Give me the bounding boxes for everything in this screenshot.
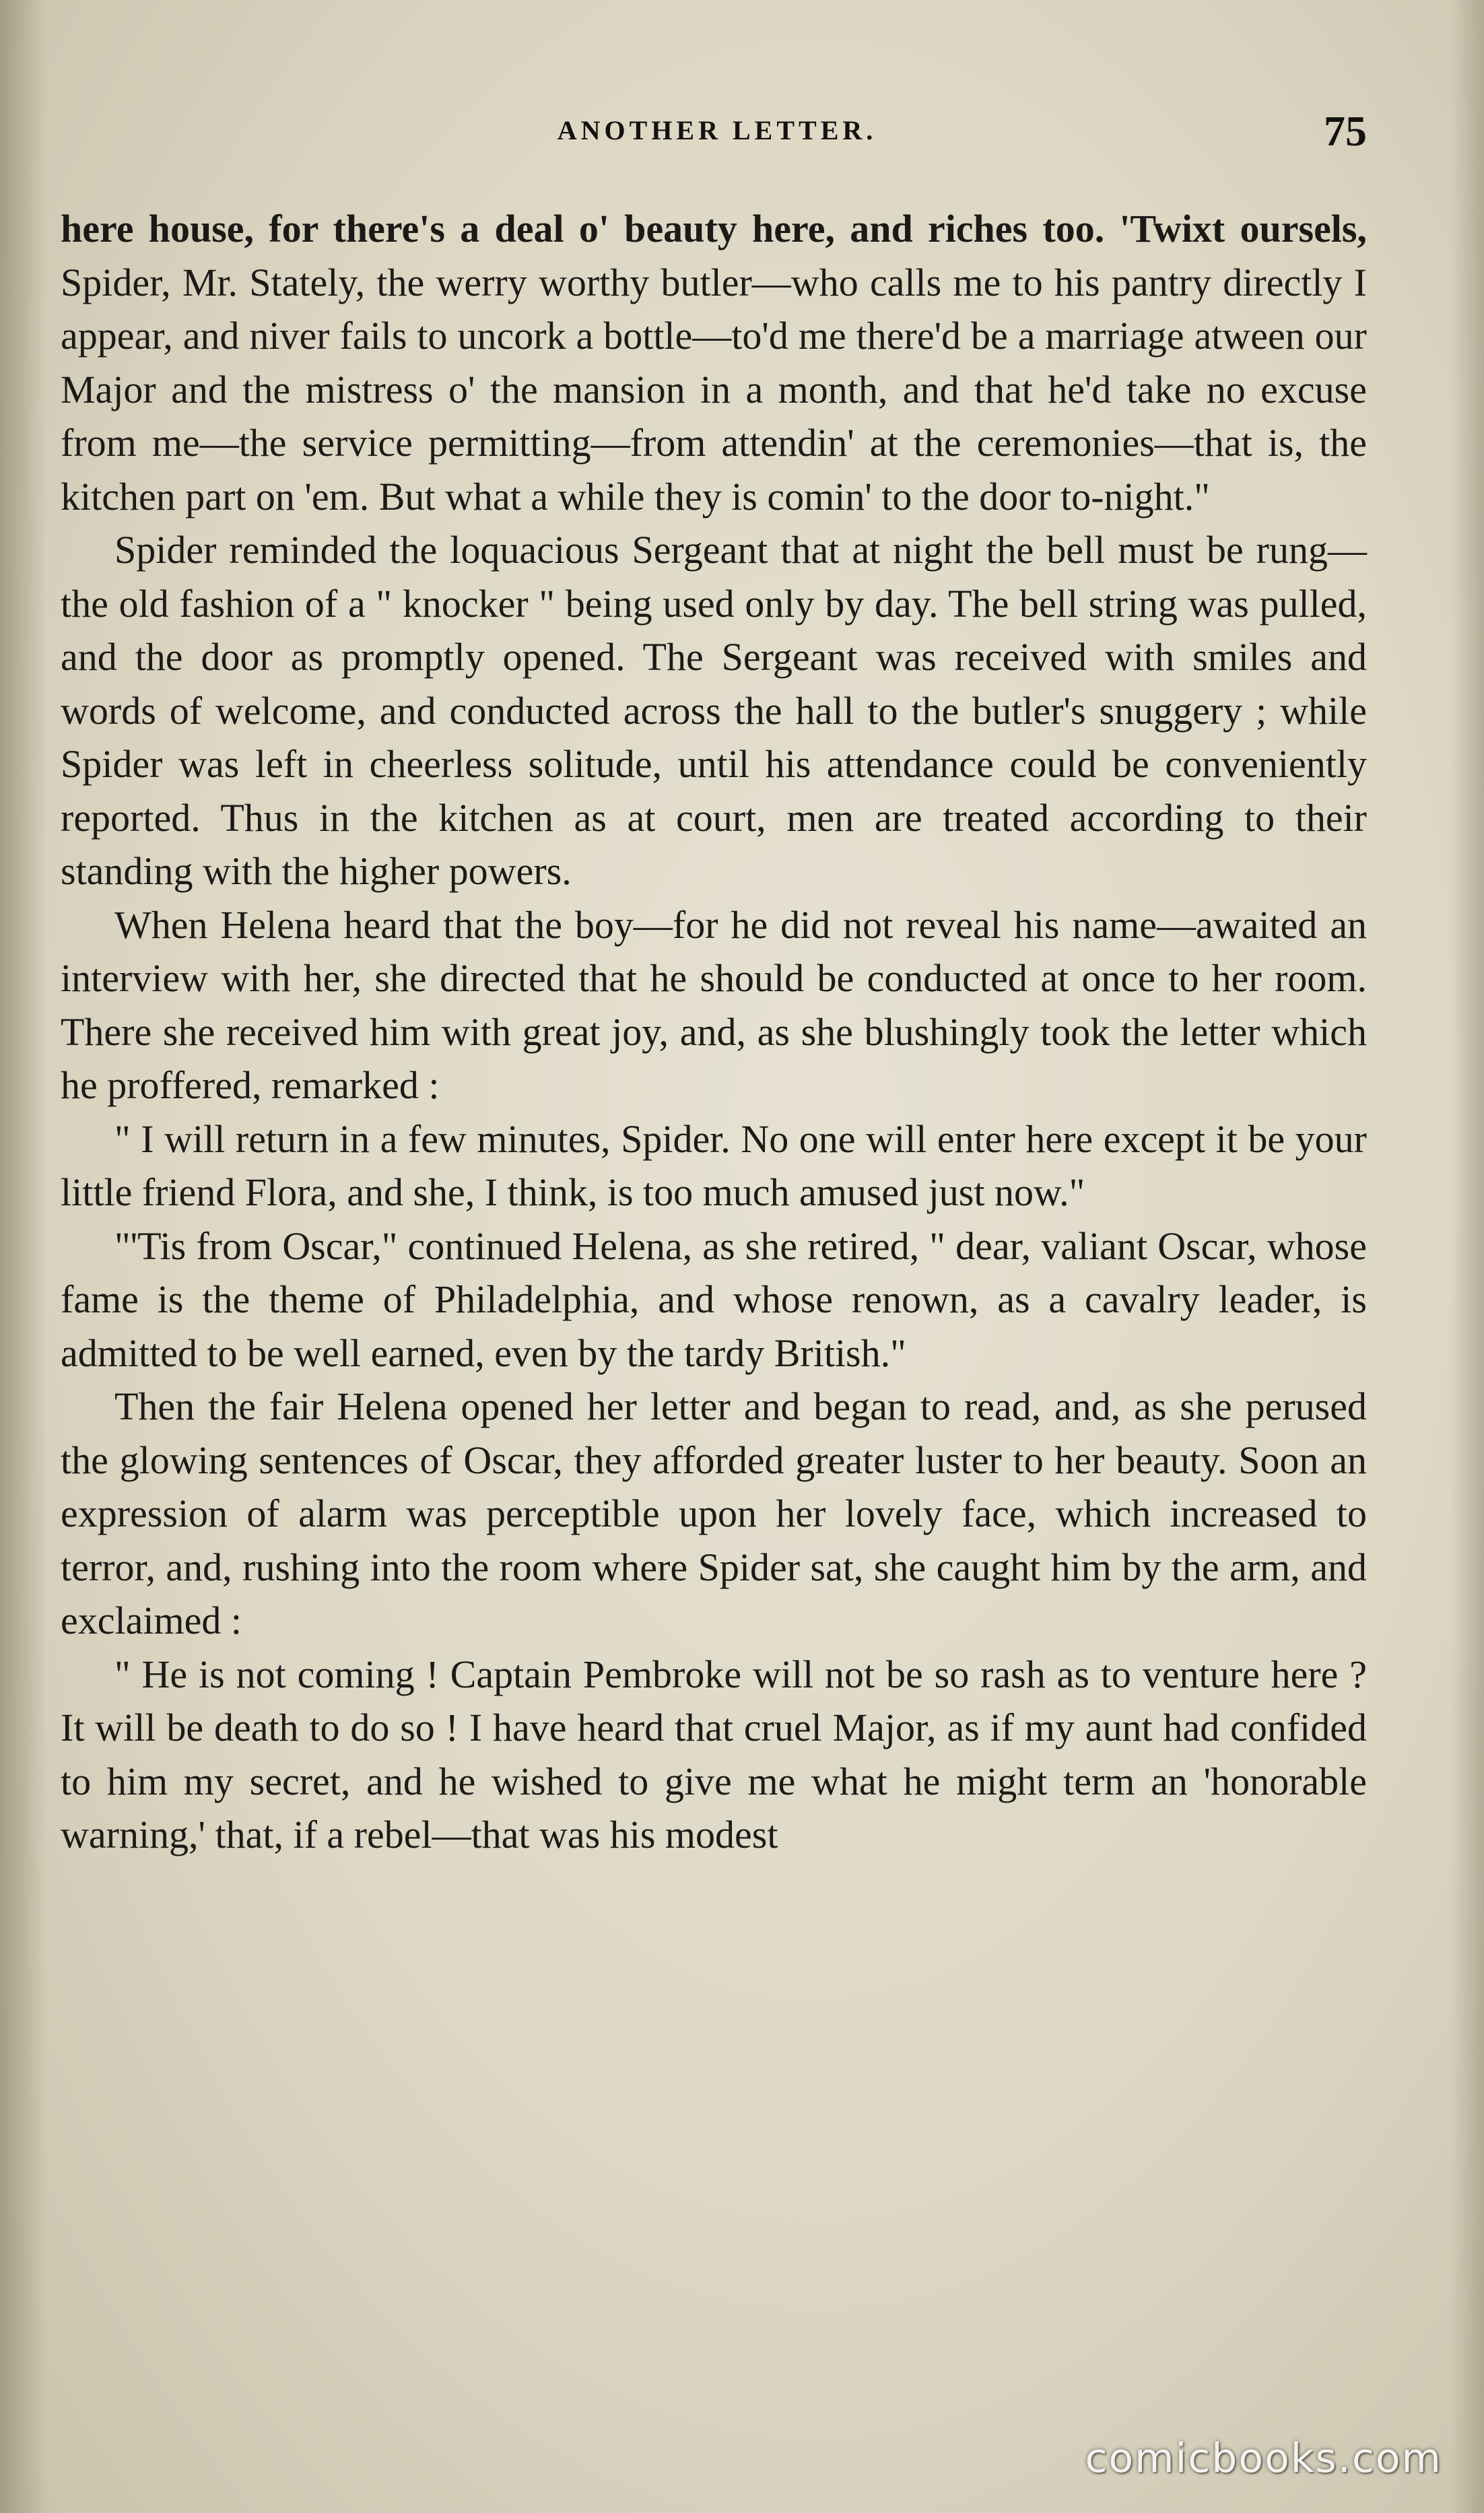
paragraph-2: Spider reminded the loquacious Sergeant that at night the bell must be rung—the old fashion of a " knocker " being used only by day. The bell string was pulled, and the door as promptly opened. The Sergeant was received with smiles and words of welcome, and conducted across the hall to the butler's snuggery ; while Spider was left in cheerless solitude, until his attendance could be conveniently reported. Thus in the kitchen as at court, men are treated according to their standing with the higher powers. [61, 528, 1367, 893]
paragraph-7: " He is not coming ! Captain Pembroke will not be so rash as to venture here ? It will be death to do so ! I have heard that cruel Major, as if my aunt had confided to him my secret, and he wished to give me what he might term an 'honorable warning,' that, if a rebel—that was his modest [61, 1652, 1367, 1856]
page-edge-shadow [1450, 0, 1484, 2513]
paragraph-5: "'Tis from Oscar," continued Helena, as she retired, " dear, valiant Oscar, whose fame is the theme of Philadelphia, and whose renown, as a cavalry leader, is admitted to be well earned, even by the tardy British." [61, 1224, 1367, 1375]
page-number: 75 [1324, 107, 1367, 155]
paragraph-6: Then the fair Helena opened her letter and began to read, and, as she perused the glowing sentences of Oscar, they afforded greater luster to her beauty. Soon an expression of alarm was perceptible upon her lovely face, which increased to terror, and, rushing into the room where Spider sat, she caught him by the arm, and exclaimed : [61, 1384, 1367, 1642]
running-head: ANOTHER LETTER. [557, 115, 877, 145]
watermark: comicbooks.com [1085, 2435, 1442, 2482]
paragraph-4: " I will return in a few minutes, Spider. No one will enter here except it be your little friend Flora, and she, I think, is too much amused just now." [61, 1116, 1367, 1214]
paragraph-3: When Helena heard that the boy—for he did not reveal his name—awaited an interview with her, she directed that he should be conducted at once to her room. There she received him with great joy, and, as she blushingly took the letter which he proffered, remarked : [61, 902, 1367, 1107]
gutter-shadow [0, 0, 47, 2513]
page-header [67, 108, 1367, 162]
paragraph-1: here house, for there's a deal o' beauty here, and riches too. 'Twixt oursels, Spider, Mr. Stately, the werry worthy butler—who calls me to his pantry directly I appear, and niver fails to uncork a bottle—to'd me there'd be a marriage atween our Major and the mistress o' the mansion in a month, and that he'd take no excuse from me—the service permitting—from attendin' at the ceremonies—that is, the kitchen part on 'em. But what a while they is comin' to the door to-night." [61, 207, 1367, 518]
body-text [61, 202, 1367, 1862]
